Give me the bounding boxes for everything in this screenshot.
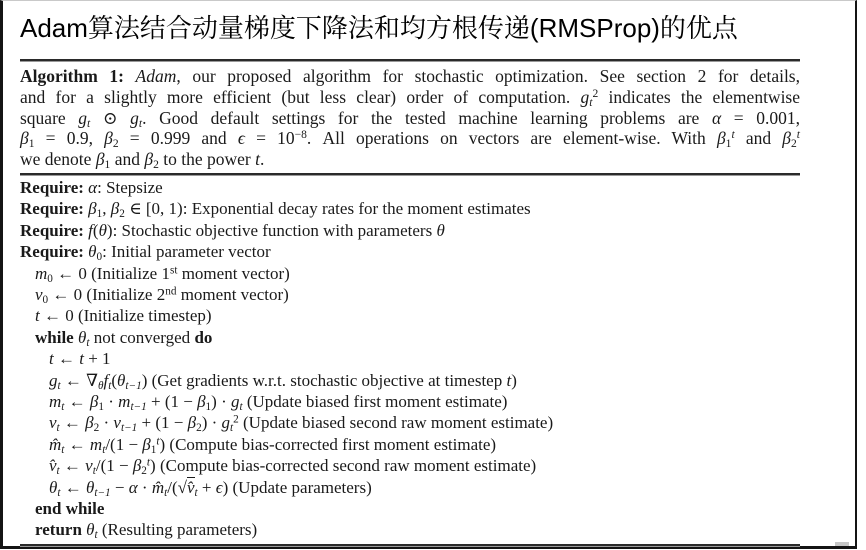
text-segment: β — [716, 128, 726, 149]
algorithm-line — [20, 348, 800, 369]
text-segment: t — [56, 465, 60, 478]
algorithm-line — [20, 220, 800, 241]
text-segment: . — [259, 149, 265, 170]
text-segment: 1 — [28, 138, 35, 151]
text-segment: t−1 — [120, 422, 138, 435]
sqrt-radicand: v̂ — [186, 477, 195, 497]
text-segment: 2 — [112, 138, 119, 151]
text-segment: m — [118, 392, 131, 412]
text-segment: , — [102, 199, 111, 219]
text-segment: (Update biased second raw moment estimate) — [238, 413, 554, 433]
algorithm-line — [20, 477, 800, 498]
text-segment: to the power — [158, 149, 256, 170]
text-segment: t — [49, 349, 54, 369]
text-segment: moment vector) — [176, 285, 289, 305]
algorithm-line — [20, 391, 800, 412]
algorithm-line — [20, 327, 800, 348]
text-segment: f — [88, 220, 93, 240]
text-segment: 1 — [98, 400, 104, 413]
text-segment: Require: — [20, 242, 89, 262]
text-segment: return — [35, 520, 87, 540]
algorithm-line — [20, 455, 800, 476]
text-segment: ← — [59, 413, 86, 433]
text-segment: β — [104, 128, 113, 149]
text-segment: t — [56, 422, 60, 435]
text-segment: g — [221, 413, 231, 433]
text-segment: 2 — [153, 159, 159, 172]
text-segment: (Resulting parameters) — [97, 520, 258, 540]
text-segment: β — [144, 149, 154, 170]
text-segment: m̂ — [151, 477, 165, 497]
text-segment: f — [103, 370, 109, 390]
text-segment: t — [156, 435, 160, 448]
text-segment: · — [103, 392, 119, 412]
algorithm-body — [20, 175, 800, 544]
text-segment: β — [187, 413, 197, 433]
algorithm-caption — [20, 61, 800, 173]
text-segment: θ — [117, 370, 126, 390]
text-segment: v — [49, 413, 57, 433]
text-segment: not converged — [89, 327, 195, 347]
text-segment: ) (Compute bias-corrected first moment estimate) — [159, 434, 497, 454]
text-segment: t — [57, 379, 61, 392]
text-segment: Require: — [20, 199, 89, 219]
text-segment: ) (Update parameters) — [222, 477, 372, 497]
algorithm-line — [20, 498, 800, 519]
text-segment: : Initial parameter vector — [102, 242, 271, 262]
text-segment: ) (Compute bias-corrected second raw moment estimate) — [150, 456, 537, 476]
text-segment: t — [87, 117, 91, 130]
text-segment: nd — [165, 285, 177, 298]
text-segment — [124, 66, 136, 86]
text-segment: β — [782, 128, 791, 149]
text-segment: θ — [98, 220, 107, 240]
text-segment: · — [99, 413, 114, 433]
text-segment: do — [194, 327, 213, 347]
text-segment: + (1 − — [137, 413, 188, 433]
text-segment: θ — [86, 520, 95, 540]
text-segment: t — [102, 443, 106, 456]
text-segment: m̂ — [49, 434, 62, 454]
text-segment: ← — [59, 456, 86, 476]
text-segment: m — [49, 392, 62, 412]
text-segment: ← — [60, 477, 86, 497]
text-segment: t — [61, 400, 65, 413]
text-segment: ϵ — [215, 477, 223, 497]
text-segment: ) — [511, 370, 517, 390]
text-segment: , our proposed algorithm for stochastic optimization. See section 2 for details, — [176, 66, 800, 86]
text-segment: t — [731, 129, 735, 142]
text-segment: ( — [111, 370, 118, 390]
text-segment: β — [89, 392, 99, 412]
text-segment: 0 — [96, 251, 103, 263]
text-segment: g — [230, 392, 240, 412]
text-segment: ← 0 (Initialize 2 — [48, 285, 166, 305]
text-segment: Adam — [135, 66, 177, 86]
text-segment: √ — [177, 477, 187, 497]
text-segment: 2 — [791, 138, 797, 151]
text-segment: + (1 − — [146, 392, 198, 412]
text-segment: ): Stochastic objective function with parameters — [106, 220, 437, 240]
text-segment: t — [239, 400, 243, 413]
caption-line — [20, 66, 800, 87]
text-segment: ← 0 (Initialize 1 — [52, 263, 170, 283]
text-segment: θ — [436, 220, 445, 240]
text-segment: θ — [77, 327, 87, 347]
text-segment: ) · — [211, 392, 231, 412]
text-segment: = 10 — [244, 128, 295, 149]
text-segment: − — [110, 477, 129, 497]
text-segment: 2 — [592, 88, 599, 101]
text-segment: /(1 − — [95, 456, 133, 476]
algorithm-line — [20, 263, 800, 284]
text-segment: α — [88, 177, 98, 197]
algorithm-line — [20, 412, 800, 433]
text-segment: v̂ — [49, 456, 57, 476]
text-segment: st — [169, 264, 178, 276]
text-segment: . Good default settings for the tested machine learning problems are — [142, 107, 712, 128]
text-segment: 1 — [104, 159, 111, 172]
caption-line — [20, 149, 800, 170]
text-segment: t — [230, 422, 234, 435]
text-segment: θ — [85, 477, 95, 497]
text-segment: 1 — [205, 400, 212, 413]
text-segment: β — [142, 434, 151, 454]
text-segment: 2 — [196, 422, 202, 435]
text-segment: 0 — [42, 293, 49, 306]
text-segment: t — [589, 96, 593, 109]
text-segment: g — [78, 107, 88, 128]
text-segment: ← — [53, 349, 80, 369]
text-segment: and — [734, 128, 783, 149]
text-segment: Require: — [20, 220, 89, 240]
text-segment: ← 0 (Initialize timestep) — [39, 306, 212, 326]
corner-artifact — [835, 542, 849, 546]
text-segment: ← — [64, 434, 90, 454]
text-segment: end while — [35, 499, 105, 519]
text-segment: · — [137, 477, 152, 497]
text-segment: = 0.999 and — [118, 128, 238, 149]
text-segment: while — [35, 327, 78, 347]
text-segment: ϵ — [237, 128, 245, 149]
text-segment: θ — [49, 477, 58, 497]
text-segment: t — [35, 306, 40, 326]
text-segment: 2 — [93, 422, 100, 435]
text-segment: 1 — [150, 443, 157, 456]
text-segment: θ — [98, 379, 104, 392]
text-segment: θ — [88, 242, 97, 262]
text-segment: 2 — [119, 208, 125, 221]
text-segment: moment vector) — [177, 263, 290, 283]
text-segment: ( — [92, 220, 99, 240]
text-segment: we denote — [20, 149, 96, 170]
text-segment: ∈ [0, 1): Exponential decay rates for the moment estimates — [124, 199, 531, 219]
text-segment: t — [94, 529, 98, 542]
text-segment: Algorithm 1: — [20, 66, 124, 86]
text-segment: β — [88, 199, 97, 219]
text-segment: t — [506, 370, 512, 390]
text-segment: square — [20, 107, 79, 128]
caption-line — [20, 87, 800, 108]
text-segment: t — [146, 456, 151, 469]
text-segment: + 1 — [83, 349, 111, 369]
text-segment: indicates the elementwise — [598, 86, 801, 107]
text-segment: ⊙ — [90, 107, 131, 128]
text-segment: t — [164, 486, 168, 499]
text-segment: (Update biased first moment estimate) — [242, 392, 508, 412]
algorithm-line — [20, 177, 800, 198]
text-segment: 2 — [141, 465, 147, 478]
text-segment: v — [113, 413, 121, 433]
text-segment: β — [132, 456, 142, 476]
text-segment: t — [255, 149, 260, 170]
text-segment: β — [95, 149, 105, 170]
text-segment: g — [49, 370, 58, 390]
algorithm-box — [20, 59, 800, 546]
text-segment: β — [85, 413, 94, 433]
caption-line — [20, 128, 800, 149]
text-segment: t — [796, 129, 800, 142]
algorithm-line — [20, 434, 800, 455]
text-segment: β — [20, 128, 29, 149]
text-segment: t−1 — [125, 379, 142, 392]
text-segment: ) (Get gradients w.r.t. stochastic objective at timestep — [141, 370, 507, 390]
page-title: Adam算法结合动量梯度下降法和均方根传递(RMSProp)的优点 — [20, 13, 738, 43]
text-segment: v — [85, 456, 93, 476]
text-segment: α — [128, 477, 138, 497]
text-segment: 1 — [725, 138, 732, 151]
text-segment: and — [110, 149, 145, 170]
text-segment: /(1 − — [105, 434, 143, 454]
text-segment: and for a slightly more efficient (but less clear) order of computation. — [20, 86, 581, 107]
text-segment: t — [108, 379, 112, 392]
text-segment: + — [197, 477, 216, 497]
text-segment: β — [110, 199, 120, 219]
algorithm-bottom-rule — [20, 544, 800, 546]
text-segment: v — [35, 285, 43, 305]
text-segment: m — [35, 263, 48, 283]
text-segment: = 0.001, — [721, 107, 800, 128]
text-segment: t — [138, 117, 143, 130]
algorithm-line — [20, 241, 800, 262]
text-segment: ← ∇ — [60, 370, 98, 390]
algorithm-line — [20, 305, 800, 326]
text-segment: t — [57, 486, 61, 499]
text-segment: /( — [167, 477, 178, 497]
text-segment: t−1 — [130, 400, 147, 413]
text-segment: ← — [64, 392, 90, 412]
text-segment: t — [79, 349, 84, 369]
text-segment: = 0.9, — [34, 128, 105, 149]
caption-line — [20, 108, 800, 129]
text-segment: . All operations on vectors are element-wise. With — [306, 128, 717, 149]
algorithm-line — [20, 284, 800, 305]
text-segment: m — [89, 434, 103, 454]
algorithm-line — [20, 370, 800, 391]
text-segment: Require: — [20, 177, 89, 197]
text-segment: t — [194, 486, 198, 499]
text-segment: t — [86, 336, 90, 349]
text-segment: β — [197, 392, 206, 412]
text-segment: 2 — [233, 413, 239, 426]
algorithm-line — [20, 519, 800, 540]
text-segment: : Stepsize — [97, 177, 163, 197]
text-segment: g — [130, 107, 139, 128]
text-segment: t−1 — [94, 486, 111, 499]
algorithm-line — [20, 198, 800, 219]
text-segment: t — [92, 465, 96, 478]
text-segment: −8 — [294, 129, 307, 142]
text-segment: 1 — [96, 208, 103, 221]
text-segment: 0 — [47, 272, 53, 285]
text-segment: t — [61, 443, 65, 456]
text-segment: ) · — [201, 413, 222, 433]
text-segment: α — [711, 107, 722, 128]
text-segment: g — [580, 86, 590, 107]
